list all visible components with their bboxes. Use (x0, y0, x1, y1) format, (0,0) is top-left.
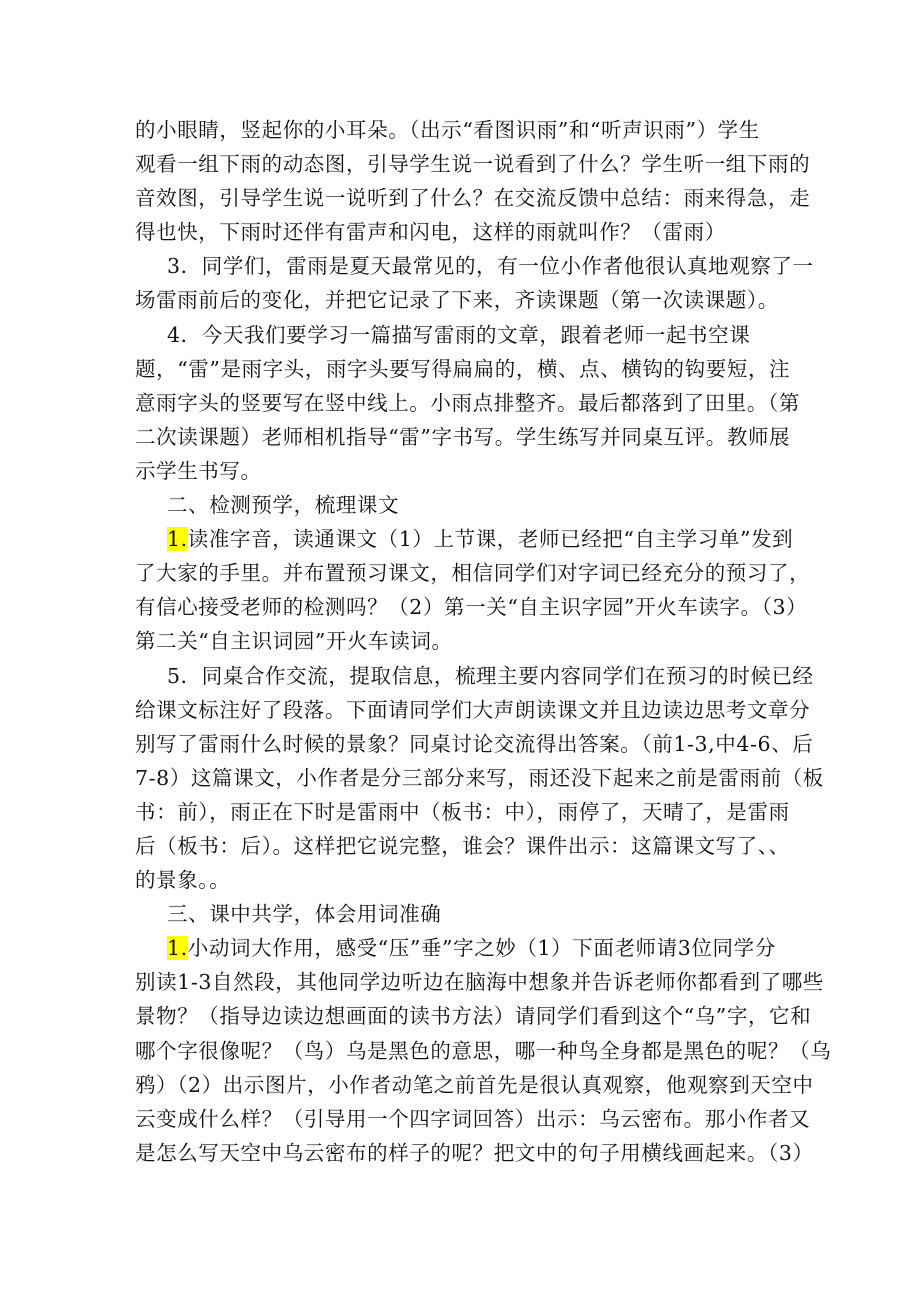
text-line (135, 999, 812, 1033)
line-text: 题，“雷”是雨字头，雨字头要写得扁扁的，横、点、横钩的钩要短，注 (135, 356, 791, 381)
paragraph (135, 249, 814, 317)
text-line (135, 147, 811, 181)
line-text: 第二关“自主识词园”开火车读词。 (135, 629, 453, 654)
line-text: 3．同学们，雷雨是夏天最常见的，有一位小作者他很认真地观察了一 (167, 254, 814, 279)
text-line (135, 522, 800, 556)
text-line (135, 727, 814, 761)
line-text: 了大家的手里。并布置预习课文，相信同学们对字词已经充分的预习了， (135, 561, 811, 586)
line-text: 书：前），雨正在下时是雷雨中（板书：中），雨停了，天晴了，是雷雨 (135, 799, 790, 824)
text-line (135, 249, 814, 283)
line-text: 的小眼睛，竖起你的小耳朵。（出示“看图识雨”和“听声识雨”）学生 (135, 118, 760, 142)
highlighted-number: 1. (167, 527, 188, 552)
line-text: 哪个字很像呢？（鸟）乌是黑色的意思，哪一种鸟全身都是黑色的呢？（乌 (135, 1038, 832, 1063)
line-text: 4．今天我们要学习一篇描写雷雨的文章，跟着老师一起书空课 (167, 322, 751, 347)
text-line (135, 113, 800, 147)
text-line (135, 181, 811, 215)
line-text: 二、检测预学，梳理课文 (167, 493, 400, 518)
line-text: 鸦）（2）出示图片，小作者动笔之前首先是很认真观察，他观察到天空中 (135, 1072, 814, 1097)
line-text: 二次读课题）老师相机指导“雷”字书写。学生练写并同桌互评。教师展 (135, 424, 791, 449)
line-text: 给课文标注好了段落。下面请同学们大声朗读课文并且边读边思考文章分 (135, 697, 811, 722)
line-text: 后（板书：后）。这样把它说完整，谁会？课件出示：这篇课文写了、、 (135, 833, 790, 858)
line-text: 音效图，引导学生说一说听到了什么？在交流反馈中总结：雨来得急，走 (135, 186, 811, 211)
line-text: 别读1-3自然段，其他同学边听边在脑海中想象并告诉老师你都看到了哪些 (135, 970, 824, 995)
text-line (135, 352, 800, 386)
text-line (135, 420, 800, 454)
line-text: 小动词大作用，感受“压”垂”字之妙（1）下面老师请3位同学分 (187, 936, 776, 961)
line-text: 观看一组下雨的动态图，引导学生说一说看到了什么？学生听一组下雨的 (135, 152, 811, 177)
line-text: 读准字音，读通课文（1）上节课，老师已经把“自主学习单”发到 (187, 527, 794, 552)
paragraph (135, 659, 824, 898)
highlighted-number: 1. (167, 936, 188, 961)
text-line (135, 693, 811, 727)
paragraph (135, 931, 832, 1170)
text-line (135, 1068, 814, 1102)
line-text: 5．同桌合作交流，提取信息，梳理主要内容同学们在预习的时候已经 (167, 663, 814, 688)
text-line (135, 215, 800, 249)
text-line (135, 454, 800, 488)
text-line (135, 659, 814, 693)
text-line (135, 318, 800, 352)
text-line (135, 624, 800, 658)
text-line (135, 386, 800, 420)
line-text: 示学生书写。 (135, 458, 262, 483)
line-text: 得也快，下雨时还伴有雷声和闪电，这样的雨就叫作？（雷雨） (135, 220, 726, 245)
text-line (135, 556, 811, 590)
text-line (135, 931, 800, 965)
line-text: 意雨字头的竖要写在竖中线上。小雨点排整齐。最后都落到了田里。（第 (135, 390, 800, 415)
text-line (135, 283, 800, 317)
line-text: 是怎么写天空中乌云密布的样子的呢？把文中的句子用横线画起来。（3） (135, 1140, 814, 1165)
line-text: 的景象。。 (135, 868, 231, 893)
line-text: 景物？（指导边读边想画面的读书方法）请同学们看到这个“乌”字，它和 (135, 1004, 812, 1029)
text-line (135, 829, 800, 863)
paragraph (135, 897, 800, 931)
paragraph (135, 488, 800, 522)
text-line (135, 1034, 832, 1068)
text-line (135, 897, 800, 931)
text-line (135, 965, 824, 999)
text-line (135, 1136, 814, 1170)
line-text: 7-8）这篇课文，小作者是分三部分来写，雨还没下起来之前是雷雨前（板 (135, 765, 824, 790)
text-line (135, 863, 800, 897)
text-line (135, 488, 800, 522)
line-text: 有信心接受老师的检测吗？（2）第一关“自主识字园”开火车读字。（3） (135, 595, 808, 620)
document-page (135, 113, 832, 1170)
text-line (135, 590, 808, 624)
paragraph (135, 522, 811, 658)
line-text: 三、课中共学，体会用词准确 (167, 902, 442, 927)
line-text: 场雷雨前后的变化，并把它记录了下来，齐读课题（第一次读课题）。 (135, 288, 779, 313)
text-line (135, 761, 824, 795)
paragraph (135, 113, 811, 249)
paragraph (135, 318, 800, 488)
text-line (135, 1102, 811, 1136)
line-text: 云变成什么样？（引导用一个四字词回答）出示：乌云密布。那小作者又 (135, 1106, 811, 1131)
text-line (135, 795, 800, 829)
line-text: 别写了雷雨什么时候的景象？同桌讨论交流得出答案。（前1-3,中4-6、后 (135, 731, 814, 756)
